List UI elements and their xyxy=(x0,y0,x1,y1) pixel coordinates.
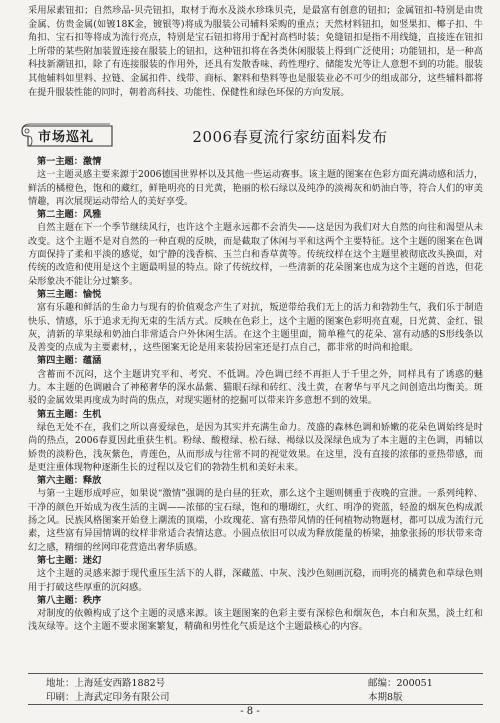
theme-text: 对制度的依赖构成了这个主题的灵感来源。该主题图案的色彩主要有深棕色和烟灰色，本白和灰黑，淡土红和浅灰绿等。这个主题不要求图案繁复，精确和男性化气质是这个主题最核心的内容。 xyxy=(28,608,483,633)
theme-heading: 第三主题：愉悦 xyxy=(37,288,102,300)
theme-text: 富有乐趣和鲜活的生命力与现有的价值观念产生了对抗，叛逆带给我们无上的活力和勃勃生气，我们乐于制造快乐、情感，乐于追求无拘无束的生活方式。反映在色彩上，这个主题的图案色彩明亮直观，日光黄、金红、银灰，清新的苹果绿和奶油白非常适合户外休闲生活。在这个主题里面，简单稚气的花朵、富有动感的S形线条以及善变的点成为主要素材，，这些图案无论是用来装扮居室还是打点自己，都非常的时尚和抢眼。 xyxy=(28,302,483,354)
theme-8 xyxy=(28,594,483,634)
theme-heading: 第六主题：释放 xyxy=(37,475,102,487)
footer-row-address xyxy=(46,675,476,689)
theme-heading: 第一主题：激情 xyxy=(37,156,102,167)
section-tag xyxy=(18,118,118,152)
footer-edition: 本期8版 xyxy=(368,692,403,703)
theme-text: 与第一主题形成呼应，如果说“激情”强调的是白昼的狂欢，那么这个主题则侧重于夜晚的宣泄。一系列纯粹、干净的颜色开始成为夜生活的主调——浓郁的宝石绿，饱和的珊瑚红，火红、明净的瓷蓝，轻盈的烟灰色构成派扬之风。民族风格图案开始登上潮流的顶端，小玫瑰花、富有热带风情的任何植物动物题材，都可以成为流行元素，这些富有异国情调的纹样非常适合表情达意。小圆点依旧可以成为释放能量的桥梁，抽象张扬的形状带来奇幻之感，精细的丝网印花营造出奢华质感。 xyxy=(28,488,483,553)
footer-postcode: 邮编：200051 xyxy=(368,678,433,689)
theme-3 xyxy=(28,288,483,354)
page-number: - 8 - xyxy=(240,706,260,717)
intro-paragraph: 采用尿素钮扣；自然珍品-贝壳钮扣，取材于海水及淡水珍珠贝壳，是最富有创意的钮扣；金属钮扣-特别是由贵金属、仿贵金属(如镀18K金，镀银等)将成为服装公司辅料采购的重点；天然材料钮扣，如竖果扣、椰子扣、牛角扣、宝石扣等将成为流行亮点，特别是宝石钮扣将用于配衬高档时装；免缝钮扣是指不用线缝，直接连在钮扣上所带的某些附加装置连接在服装上的钮扣，这种钮扣将在各类休闲服装上得到广泛使用；功能钮扣，是一种高科技新潮钮扣，除了有连接服装的作用外，还具有发散香味、药性理疗、储能发光等让人意想不到的功能。服装其他辅料如里料、拉链、金属扣件、线带、商标、絮料和垫料等也是服装业必不可少的组成部分，这些辅料都将在提升服装性能的同时，朝着高科技、功能性、保健性和绿色环保的方向发展。 xyxy=(28,5,483,98)
theme-text: 含蓄而不沉闷，这个主题讲究平和、考究、不低调。冷色调已经不再拒人于千里之外，同样具有了诱惑的魅力。本主题的色调融合了神秘奢华的深水晶紫、猫眼石绿和砖红、浅土黄，在奢华与平凡之间创造出均衡美。斑驳的金属效果再度成为时尚的焦点，对现实题材的挖掘可以带来许多意想不到的效果。 xyxy=(28,368,483,407)
theme-text: 这个主题的灵感来源于现代重压生活下的人群，深藏蓝、中灰、浅沙色刻画沉稳，而明亮的橘黄色和草绿色则用于打破这些厚重的沉闷感。 xyxy=(28,568,483,593)
theme-4 xyxy=(28,354,483,407)
theme-heading: 第七主题：迷幻 xyxy=(37,554,102,566)
theme-text: 自然主题在下一个季节继续风行，也许这个主题永远都不会消失——这是因为我们对大自然的向往和渴望从未改变。这个主题不是对自然的一种直观的反映，而是截取了休闲与平和这两个主要特征。这个主题的图案在色调方面保持了柔和平淡的感觉，如宁静的浅香槟、玉兰白和香草黄等。传统纹样在这个主题里被彻底改头换面，对传统的改造和使用是这个主题最明显的特点。除了传统纹样，一些清新的花朵图案也成为这个主题的首选，但花朵形象决不能让分过繁多。 xyxy=(28,222,483,287)
theme-heading: 第五主题：生机 xyxy=(37,408,102,420)
theme-7 xyxy=(28,554,483,594)
theme-heading: 第二主题：风雅 xyxy=(37,209,102,221)
theme-text: 这一主题灵感主要来源于2006德国世界杯以及其他一些运动赛事。该主题的图案在色彩方面充满动感和活力，鲜活的橘橙色，饱和的藏红，鲜艳明亮的日光黄，艳丽的松石绿以及纯净的淡褐灰和奶油白等，符合人们的审美情趣，再次展现运动带给人的美好享受。 xyxy=(28,169,483,207)
theme-1 xyxy=(28,155,483,208)
article-title: 2006春夏流行家纺面料发布 xyxy=(192,128,388,146)
footer xyxy=(28,673,483,705)
footer-row-printer xyxy=(46,689,476,703)
theme-5 xyxy=(28,408,483,474)
theme-text: 绿色无处不在，我们之所以喜爱绿色，是因为其实并充满生命力。茂盛的森林色调和娇嫩的花朵色调始终是时尚的热点，2006春夏因此重获生机。粉绿、酸橙绿、松石绿、褐绿以及深绿色成为了本主题的主色调，再辅以娇贵的淡粉色，浅灰紫色，青莲色，从而形成与往常不同的视觉效果。在这里，没有直接的浓郁的亚热带感，而是更注重体现物种逐渐生长的过程以及它们的勃勃生机和美好未来。 xyxy=(28,421,483,473)
article-body xyxy=(28,155,483,670)
theme-2 xyxy=(28,208,483,288)
footer-printer: 印刷：上海武定印务有限公司 xyxy=(46,692,170,703)
theme-heading: 第八主题：秩序 xyxy=(37,594,102,606)
theme-heading: 第四主题：蕴涵 xyxy=(37,355,102,367)
theme-6 xyxy=(28,474,483,554)
footer-address: 地址：上海延安西路1882号 xyxy=(46,678,166,689)
section-tag-label: 市场巡礼 xyxy=(38,130,95,145)
